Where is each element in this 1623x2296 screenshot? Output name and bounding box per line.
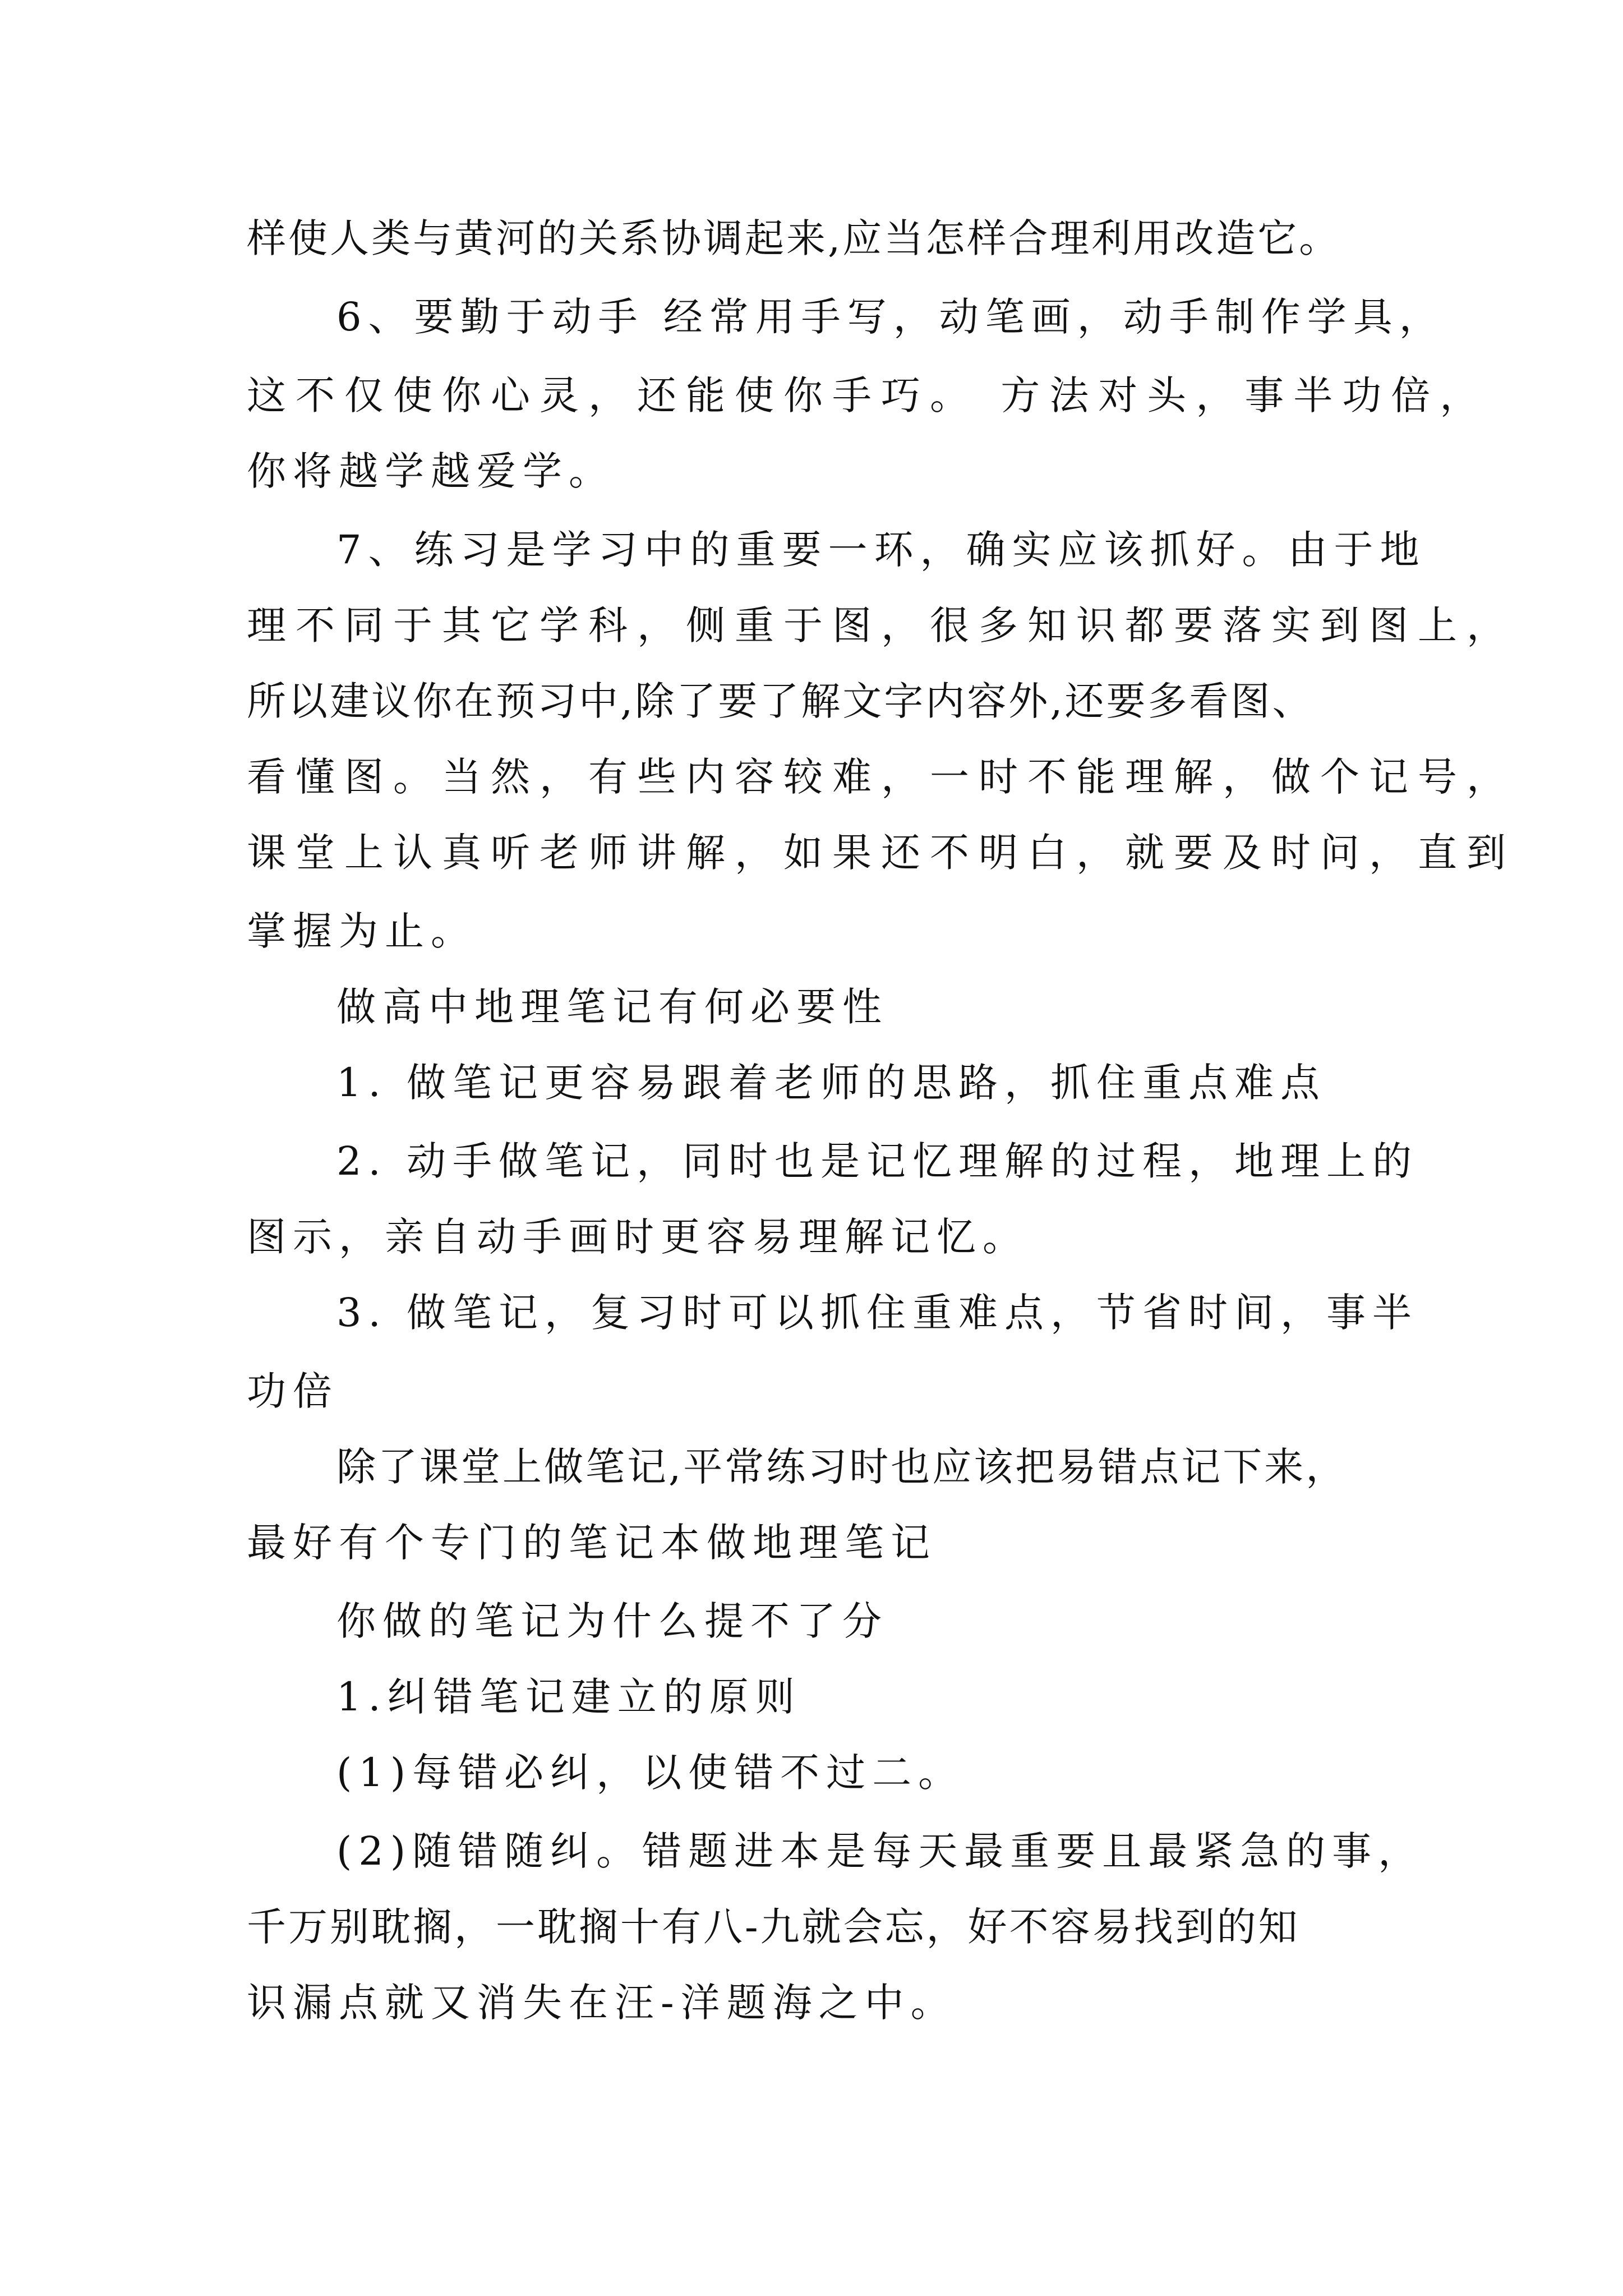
text-line: (1)每错必纠，以使错不过二。 xyxy=(336,1750,965,1796)
text-line: 除了课堂上做笔记,平常练习时也应该把易错点记下来， xyxy=(336,1444,1348,1490)
text-line: (2)随错随纠。错题进本是每天最重要且最紧急的事， xyxy=(336,1828,1424,1874)
text-line: 图示，亲自动手画时更容易理解记忆。 xyxy=(247,1214,1029,1260)
text-line: 功倍 xyxy=(247,1368,339,1414)
text-line: 所以建议你在预习中,除了要了解文字内容外,还要多看图、 xyxy=(247,678,1314,724)
text-line: 这不仅使你心灵，还能使你手巧。 方法对头，事半功倍， xyxy=(247,372,1489,418)
text-line: 看懂图。当然，有些内容较难，一时不能理解，做个记号， xyxy=(247,754,1515,800)
text-line: 3. 做笔记，复习时可以抓住重难点，节省时间，事半 xyxy=(336,1290,1419,1336)
text-line: 做高中地理笔记有何必要性 xyxy=(336,984,888,1030)
text-line: 千万别耽搁，一耽搁十有八-九就会忘，好不容易找到的知 xyxy=(247,1904,1300,1950)
text-line: 最好有个专门的笔记本做地理笔记 xyxy=(247,1520,937,1566)
text-line: 课堂上认真听老师讲解，如果还不明白，就要及时问，直到 xyxy=(247,830,1515,876)
text-line: 识漏点就又消失在汪-洋题海之中。 xyxy=(247,1980,957,2026)
text-line: 你做的笔记为什么提不了分 xyxy=(336,1598,888,1644)
text-line: 1.纠错笔记建立的原则 xyxy=(336,1674,801,1720)
text-line: 2. 动手做笔记，同时也是记忆理解的过程，地理上的 xyxy=(336,1138,1419,1184)
text-line: 掌握为止。 xyxy=(247,908,477,954)
text-line: 1. 做笔记更容易跟着老师的思路，抓住重点难点 xyxy=(336,1060,1327,1106)
text-line: 6、要勤于动手 经常用手写，动笔画，动手制作学具， xyxy=(336,294,1445,340)
text-line: 样使人类与黄河的关系协调起来,应当怎样合理利用改造它。 xyxy=(247,215,1341,261)
text-line: 理不同于其它学科，侧重于图，很多知识都要落实到图上， xyxy=(247,602,1515,648)
text-line: 7、练习是学习中的重要一环，确实应该抓好。由于地 xyxy=(336,527,1426,573)
text-line: 你将越学越爱学。 xyxy=(247,448,615,494)
